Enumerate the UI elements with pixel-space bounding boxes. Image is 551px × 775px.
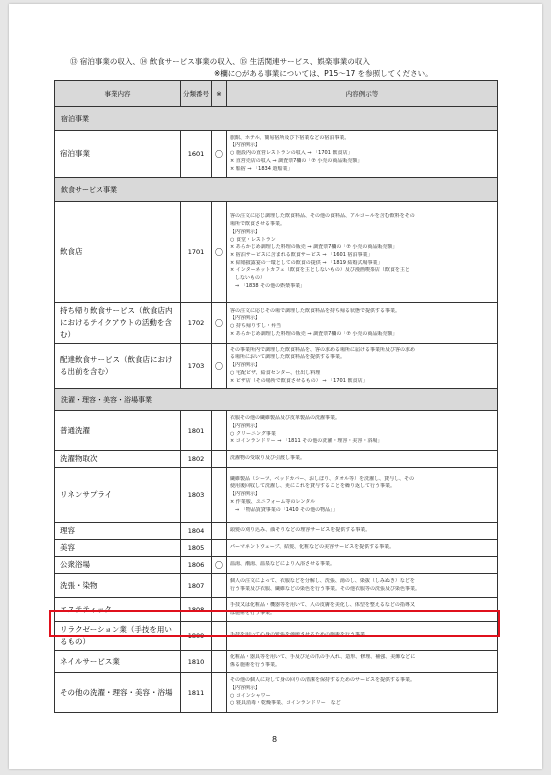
example-line: ○ 寝具消毒・乾燥事業、コインランドリー など <box>230 700 341 707</box>
business-name: リネンサプライ <box>55 468 181 523</box>
examples-cell <box>227 344 498 389</box>
example-line: る場所において調理した飲食料品を提供する事業。 <box>230 354 346 361</box>
example-line: 【内容例示】 <box>230 684 261 691</box>
business-name: 宿泊事業 <box>55 131 181 178</box>
category-label: 洗濯・理容・美容・浴場事業 <box>55 389 498 411</box>
examples-cell <box>227 673 498 713</box>
example-line: ⇒ 「1838 その他の娯楽事業」 <box>230 282 306 289</box>
example-line: 旅館、ホテル、簡易宿所及び下宿業などの宿泊事業。 <box>230 134 350 141</box>
table-row <box>55 673 498 713</box>
example-line: × 船宿 ⇒ 「1834 遊船業」 <box>230 165 293 172</box>
business-name: 公衆浴場 <box>55 557 181 574</box>
example-line: ○ 施設内の直営レストランの収入 ⇒ 「1701 飲食店」 <box>230 150 353 157</box>
table-row <box>55 651 498 673</box>
example-line: その事業所内で調理した飲食料品を、客の求める場所に届ける事業所及び客の求め <box>230 346 416 353</box>
example-line: ○ 持ち帰りすし・弁当 <box>230 323 281 329</box>
reference-mark: 〇 <box>212 131 227 178</box>
example-line: 客の注文に応じ調理した飲食料品、その他の食料品、アルコールを含む飲料をその <box>230 213 415 220</box>
reference-mark: 〇 <box>212 344 227 389</box>
example-line: × 直営売店の収入 ⇒ 調査票7欄の「⑦ 小売の商品販売額」 <box>230 157 363 164</box>
example-line: 化粧品・器具等を用いて、手及び足の爪の手入れ、造形、修理、補強、美飾などに <box>230 653 416 660</box>
example-line: 客の注文に応じその場で調理した飲食料品を持ち帰る状態で提供する事業。 <box>230 307 401 314</box>
example-line: 【内容例示】 <box>230 422 261 429</box>
example-line: ○ コインシャワー <box>230 692 271 699</box>
reference-mark <box>212 468 227 523</box>
business-name: 普通洗濯 <box>55 411 181 451</box>
example-line: × 作業服、ユニフォーム等のレンタル <box>230 498 316 505</box>
reference-mark <box>212 540 227 557</box>
reference-mark <box>212 451 227 468</box>
category-code: 1809 <box>181 622 212 651</box>
category-row <box>55 389 498 411</box>
business-name: ネイルサービス業 <box>55 651 181 673</box>
examples-cell <box>227 523 498 540</box>
examples-cell <box>227 557 498 574</box>
category-label: 宿泊事業 <box>55 107 498 131</box>
example-line: しないもの） <box>230 275 266 282</box>
col-header-content: 事業内容 <box>55 81 181 107</box>
example-line: × あらかじめ調理した料理の販売 ⇒ 調査票7欄の「⑦ 小売の商品販売額」 <box>230 330 398 337</box>
example-line: 【内容例示】 <box>230 362 261 369</box>
table-row <box>55 451 498 468</box>
business-name: 持ち帰り飲食サービス（飲食店内におけるテイクアウトの活動を含む） <box>55 303 181 344</box>
reference-mark <box>212 651 227 673</box>
table-row <box>55 574 498 598</box>
example-line: その他の個人に対して身の回りの清潔を保持するためのサービスを提供する事業。 <box>230 677 416 684</box>
example-line: ○ クリーニング事業 <box>230 430 276 437</box>
table-row <box>55 411 498 451</box>
example-line: × あらかじめ調理した料理の販売 ⇒ 調査票7欄の「⑦ 小売の商品販売額」 <box>230 244 398 251</box>
example-line: 【内容例示】 <box>230 228 261 235</box>
category-code: 1801 <box>181 411 212 451</box>
business-name: エステティック <box>55 598 181 622</box>
category-row <box>55 178 498 202</box>
col-header-examples: 内容例示等 <box>227 81 498 107</box>
business-name: 飲食店 <box>55 202 181 303</box>
example-line: 個人の注文によって、衣服などを分解し、洗張、湯のし、染抜（しみぬき）などを <box>230 577 415 584</box>
business-name: 配達飲食サービス（飲食店における出前を含む） <box>55 344 181 389</box>
header-line-1: ⑬ 宿泊事業の収入、⑭ 飲食サービス事業の収入、⑮ 生活関連サービス、娯楽事業の収入 <box>70 57 370 66</box>
reference-mark <box>212 523 227 540</box>
examples-cell <box>227 574 498 598</box>
business-name: リラクゼーション業（手技を用いるもの） <box>55 622 181 651</box>
example-line: 繊維製品（シーツ、ベッドカバー、おしぼり、タオル等）を洗濯し、貸与し、その <box>230 475 415 482</box>
highlight-box <box>49 610 500 637</box>
example-line: は施術を行う事業。 <box>230 609 276 616</box>
example-line: × インターネットカフェ（飲食を主としないもの）及び漫画喫茶店（飲食を主と <box>230 267 410 274</box>
business-name: その他の洗濯・理容・美容・浴場 <box>55 673 181 713</box>
table-row <box>55 523 498 540</box>
header-line-2: ※欄に○がある事業については、P15～17 を参照してください。 <box>214 69 433 78</box>
category-row <box>55 107 498 131</box>
example-line: ○ 食堂・レストラン <box>230 236 276 243</box>
business-name: 理容 <box>55 523 181 540</box>
examples-cell <box>227 468 498 523</box>
table-row <box>55 557 498 574</box>
table-row <box>55 344 498 389</box>
example-line: 場所で飲食させる事業。 <box>230 221 286 228</box>
reference-mark <box>212 574 227 598</box>
category-code: 1805 <box>181 540 212 557</box>
category-code: 1804 <box>181 523 212 540</box>
reference-mark <box>212 411 227 451</box>
reference-mark <box>212 673 227 713</box>
category-code: 1701 <box>181 202 212 303</box>
example-line: 手技又は化粧品・機器等を用いて、人の皮膚を美化し、体型を整えるなどの指導又 <box>230 601 415 608</box>
examples-cell <box>227 651 498 673</box>
business-name: 洗濯物取次 <box>55 451 181 468</box>
example-line: 温湯、潮湯、温泉などにより入浴させる事業。 <box>230 561 336 568</box>
example-line: 【内容例示】 <box>230 142 261 149</box>
examples-cell <box>227 131 498 178</box>
table-row <box>55 468 498 523</box>
example-line: × 結婚披露宴の一環としての飲食の提供 ⇒ 「1819 結婚式場事業」 <box>230 259 383 266</box>
example-line: × 宿泊サービスに含まれる飲食サービス ⇒ 「1601 宿泊事業」 <box>230 252 373 258</box>
reference-mark: 〇 <box>212 557 227 574</box>
example-line: × コインランドリー ⇒ 「1811 その他の洗濯・理容・美容・浴場」 <box>230 438 383 445</box>
example-line: 使用後回収して洗濯し、更にこれを貸与することを繰り返して行う事業。 <box>230 483 396 490</box>
category-code: 1803 <box>181 468 212 523</box>
examples-cell <box>227 540 498 557</box>
example-line: 頭髪の刈り込み、顔そりなどの理容サービスを提供する事業。 <box>230 527 371 534</box>
table-row <box>55 131 498 178</box>
col-header-code: 分類番号 <box>181 81 212 107</box>
business-name: 洗張・染物 <box>55 574 181 598</box>
reference-mark: 〇 <box>212 303 227 344</box>
example-line: 係る施術を行う事業。 <box>230 661 281 668</box>
page-number: 8 <box>272 735 278 744</box>
example-line: ⇒ 「物品賃貸事業の「1410 その他の物品」」 <box>230 506 338 513</box>
table-row <box>55 202 498 303</box>
example-line: 手技を用いて心身の緊張を弛緩させるための施術を行う事業。 <box>230 632 371 639</box>
category-code: 1806 <box>181 557 212 574</box>
category-code: 1807 <box>181 574 212 598</box>
category-code: 1808 <box>181 598 212 622</box>
example-line: 洗濯物の受取り及び引渡し事業。 <box>230 455 306 462</box>
example-line: × ピザ店（その場所で飲食させるもの） ⇒ 「1701 飲食店」 <box>230 377 368 384</box>
example-line: ○ 宅配ピザ、給食センター、仕出し料理 <box>230 369 321 376</box>
table-header-row <box>55 81 498 107</box>
reference-mark: 〇 <box>212 202 227 303</box>
table-row <box>55 540 498 557</box>
example-line: 【内容例示】 <box>230 491 261 498</box>
category-code: 1810 <box>181 651 212 673</box>
example-line: 【内容例示】 <box>230 315 261 322</box>
category-code: 1811 <box>181 673 212 713</box>
category-code: 1601 <box>181 131 212 178</box>
category-code: 1802 <box>181 451 212 468</box>
examples-cell <box>227 451 498 468</box>
examples-cell <box>227 411 498 451</box>
examples-cell <box>227 303 498 344</box>
category-code: 1702 <box>181 303 212 344</box>
table-row <box>55 303 498 344</box>
example-line: 衣服その他の繊維製品及び皮革製品の洗濯事業。 <box>230 415 341 422</box>
business-name: 美容 <box>55 540 181 557</box>
col-header-mark: ※ <box>212 81 227 107</box>
category-code: 1703 <box>181 344 212 389</box>
example-line: パーマネントウェーブ、結髪、化粧などの美容サービスを提供する事業。 <box>230 544 395 551</box>
example-line: 行う事業及び衣服、繊維などの染色を行う事業。その他衣服等の洗張及び染色事業。 <box>230 585 421 592</box>
category-label: 飲食サービス事業 <box>55 178 498 202</box>
examples-cell <box>227 202 498 303</box>
